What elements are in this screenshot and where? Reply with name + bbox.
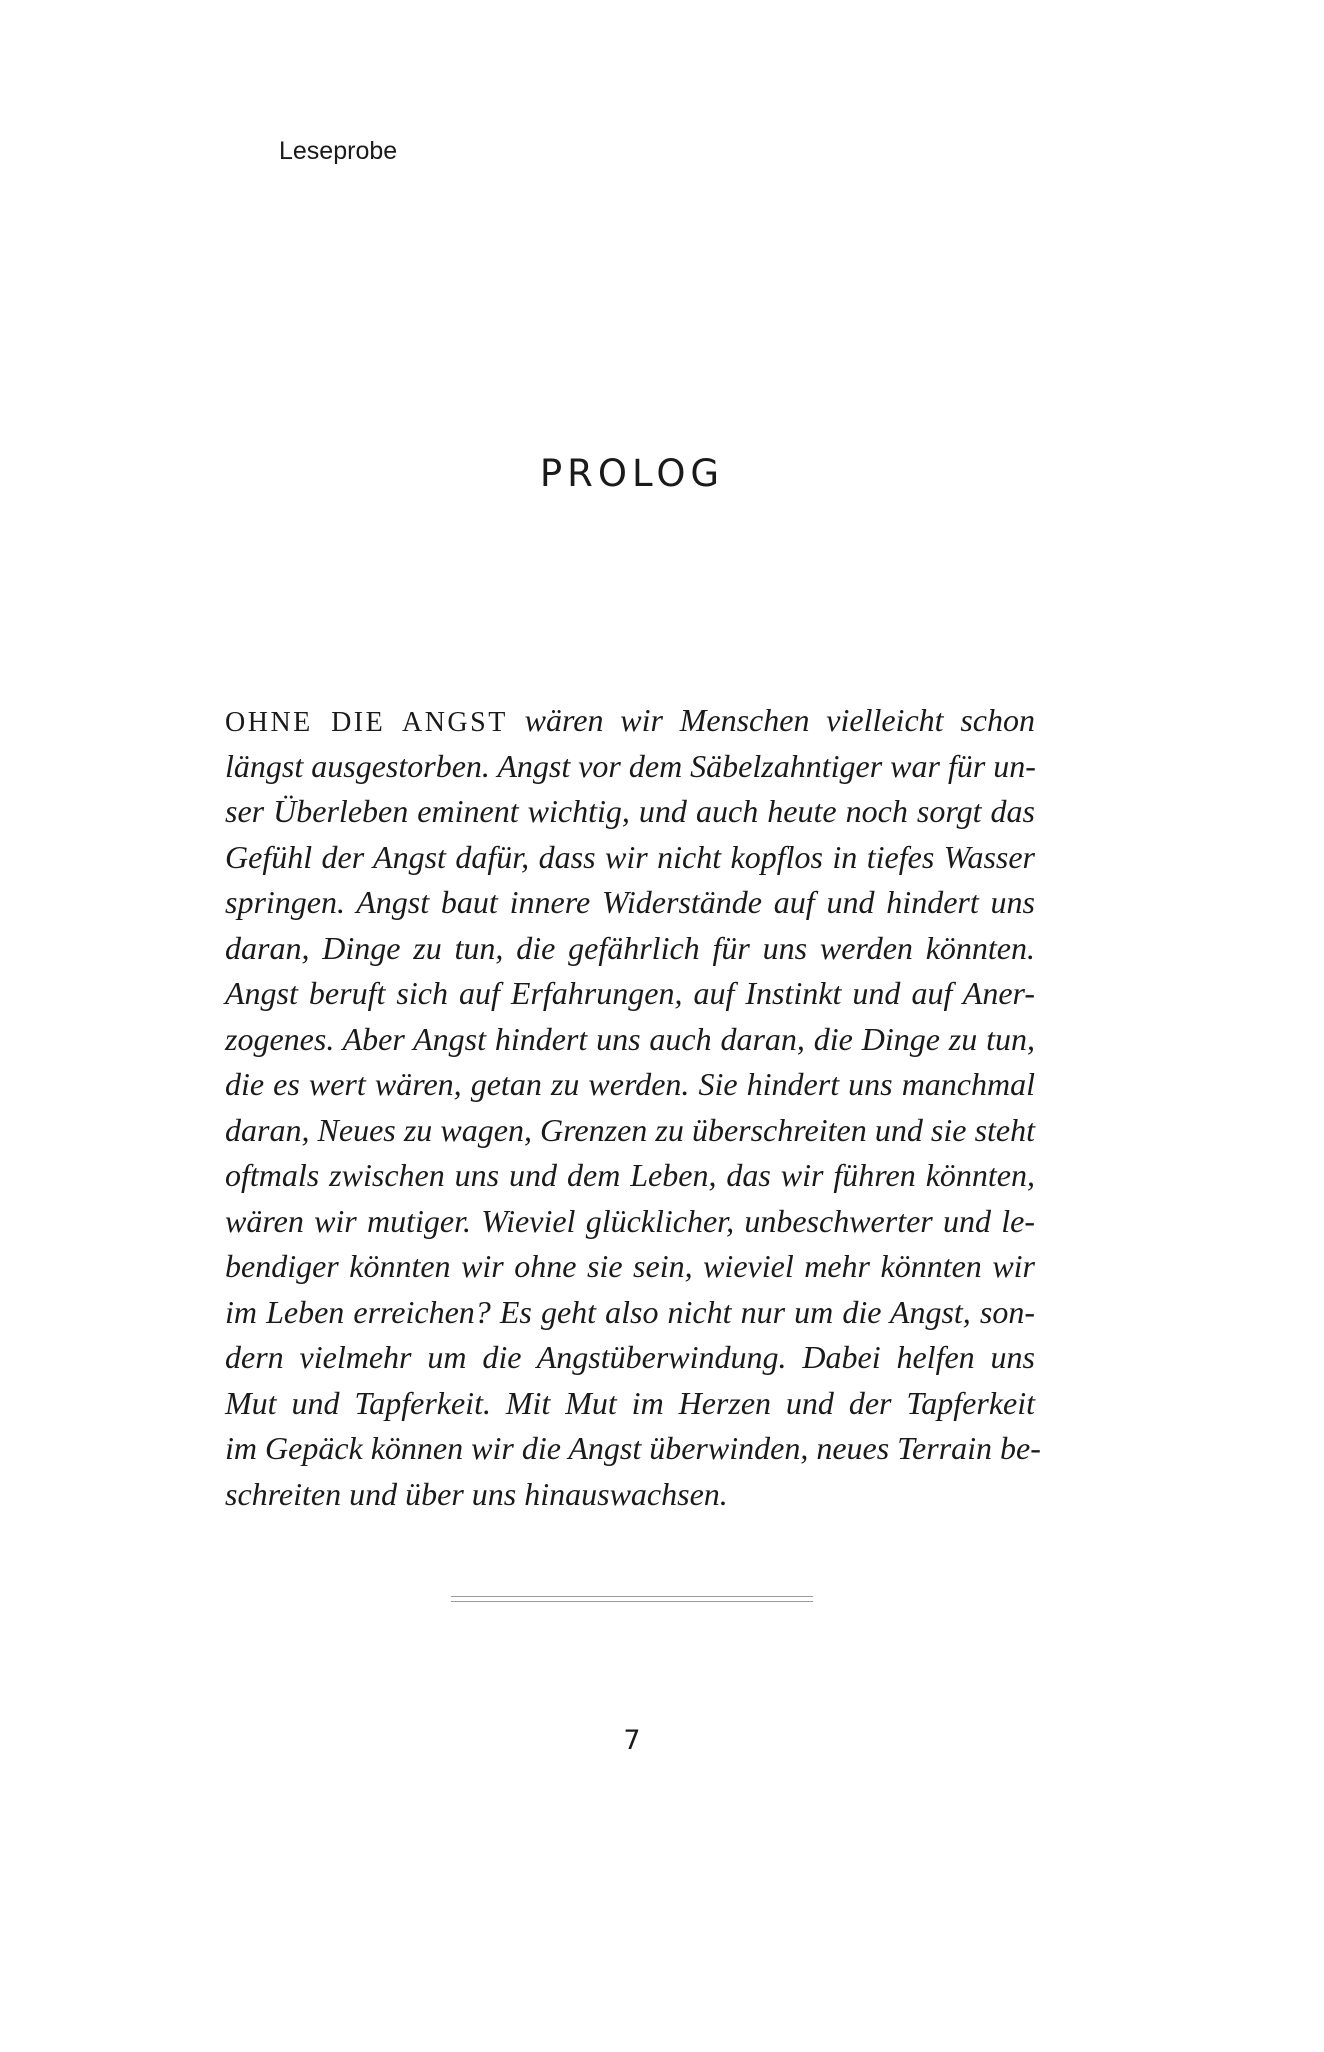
- paragraph-line: bendiger könnten wir ohne sie sein, wieviel mehr könnten wir: [225, 1248, 1035, 1284]
- paragraph-line-text: wären wir Menschen vielleicht schon: [507, 702, 1035, 738]
- chapter-title: PROLOG: [539, 452, 725, 495]
- paragraph-line: Mut und Tapferkeit. Mit Mut im Herzen und der Tapferkeit: [225, 1384, 1035, 1421]
- paragraph-line: oftmals zwischen uns und dem Leben, das wir führen könnten,: [225, 1157, 1035, 1193]
- paragraph-line: die es wert wären, getan zu werden. Sie hindert uns manchmal: [225, 1066, 1035, 1102]
- paragraph-line: im Leben erreichen? Es geht also nicht nur um die Angst, son-: [225, 1293, 1035, 1330]
- paragraph-line: dern vielmehr um die Angstüberwindung. Dabei helfen uns: [225, 1339, 1035, 1375]
- paragraph-line: zogenes. Aber Angst hindert uns auch daran, die Dinge zu tun,: [225, 1020, 1035, 1057]
- paragraph-line: wären wir mutiger. Wieviel glücklicher, unbeschwerter und le-: [225, 1202, 1035, 1239]
- paragraph-line: Angst beruft sich auf Erfahrungen, auf Instinkt und auf Aner-: [225, 975, 1035, 1011]
- paragraph-line: daran, Dinge zu tun, die gefährlich für uns werden könnten.: [225, 929, 1035, 966]
- page-number: 7: [623, 1725, 641, 1756]
- paragraph-line: im Gepäck können wir die Angst überwinden, neues Terrain be-: [225, 1430, 1041, 1466]
- lead-in-text: OHNE DIE ANGST: [225, 707, 508, 738]
- paragraph-line: schreiten und über uns hinauswachsen.: [225, 1475, 728, 1512]
- paragraph-line: [225, 698, 1035, 744]
- paragraph-line: Gefühl der Angst dafür, dass wir nicht kopflos in tiefes Wasser: [225, 838, 1035, 875]
- paragraph-line: ser Überleben eminent wichtig, und auch heute noch sorgt das: [225, 793, 1035, 829]
- prolog-paragraph: [225, 698, 1041, 1517]
- paragraph-line: springen. Angst baut innere Widerstände auf und hindert uns: [225, 884, 1035, 920]
- paragraph-line: daran, Neues zu wagen, Grenzen zu überschreiten und sie steht: [225, 1111, 1035, 1148]
- section-divider: [451, 1596, 813, 1602]
- header-label: Leseprobe: [279, 137, 398, 165]
- paragraph-line: längst ausgestorben. Angst vor dem Säbelzahntiger war für un-: [225, 747, 1036, 784]
